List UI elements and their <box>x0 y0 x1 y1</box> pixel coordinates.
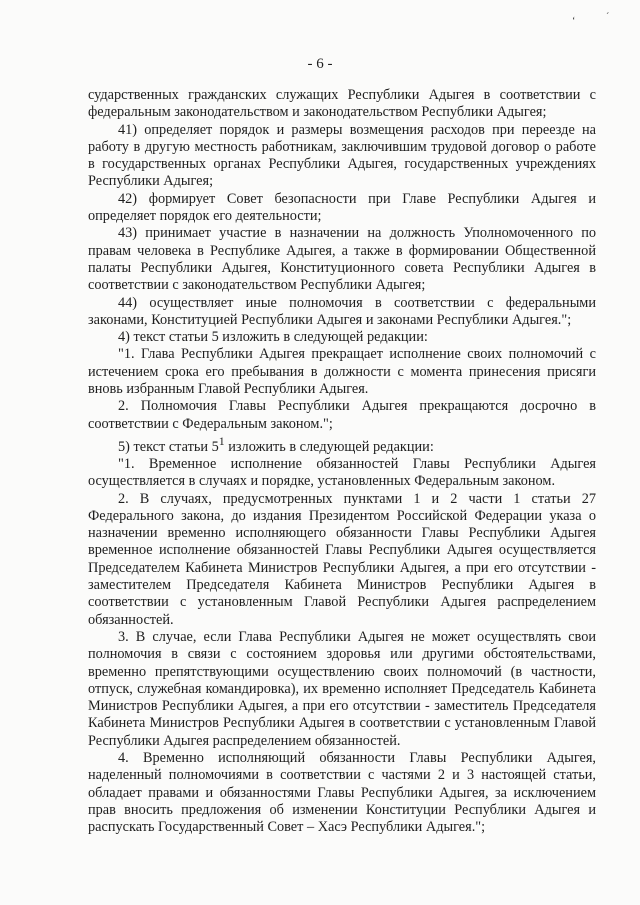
paragraph: 2. Полномочия Главы Республики Адыгея прекращаются досрочно в соответствии с Федеральным законом."; <box>88 398 596 432</box>
page-number: - 6 - <box>307 56 333 72</box>
paragraph: 2. В случаях, предусмотренных пунктами 1 и 2 части 1 статьи 27 Федерального закона, до издания Президентом Российской Федерации указа о назначении временно исполняющего обязанности Главы Республики Адыгея временное исполнение обязанностей Главы Республики Адыгея осуществляется Председателем Кабинета Министров Республики Адыгея, а при его отсутствии - заместителем Председателя Кабинета Министров Республики Адыгея в соответствии с установленным Главой Республики Адыгея распределением обязанностей. <box>88 490 596 628</box>
paragraph: "1. Временное исполнение обязанностей Главы Республики Адыгея осуществляется в случаях и порядке, установленных Федеральным законом. <box>88 456 596 490</box>
paragraph: 42) формирует Совет безопасности при Главе Республики Адыгея и определяет порядок его деятельности; <box>88 190 596 225</box>
paragraph: 43) принимает участие в назначении на должность Уполномоченного по правам человека в Республике Адыгея, а также в формировании Общественной палаты Республики Адыгея, Конституционного совета Республики Адыгея в соответствии с законодательством Республики Адыгея; <box>88 225 596 294</box>
paragraph: 41) определяет порядок и размеры возмещения расходов при переезде на работу в другую местность работникам, заключившим трудовой договор о работе в государственных органах Республики Адыгея, государственных учреждениях Республики Адыгея; <box>88 121 596 190</box>
paragraph: "1. Глава Республики Адыгея прекращает исполнение своих полномочий с истечением срока его пребывания в должности с момента принесения присяги вновь избранным Главой Республики Адыгея. <box>88 346 596 398</box>
paragraph: 3. В случае, если Глава Республики Адыгея не может осуществлять свои полномочия в связи с состоянием здоровья или другими обстоятельствами, временно препятствующими осуществлению своих полномочий (в частности, отпуск, служебная командировка), их временно исполняет Председатель Кабинета Министров Республики Адыгея, а при его отсутствии - заместитель Председателя Кабинета Министров Республики Адыгея в соответствии с установленным Главой Республики Адыгея распределением обязанностей. <box>88 628 596 749</box>
paragraph: 4) текст статьи 5 изложить в следующей редакции: <box>118 329 428 346</box>
paragraph <box>88 433 596 456</box>
scan-mark: ´ <box>606 12 610 23</box>
document-body <box>88 87 596 837</box>
paragraph-text: 5) текст статьи 5 <box>118 438 219 455</box>
paragraph: 4. Временно исполняющий обязанности Главы Республики Адыгея, наделенный полномочиями в соответствии с частями 2 и 3 настоящей статьи, обладает правами и обязанностями Главы Республики Адыгея, за исключением прав вносить предложения об изменении Конституции Республики Адыгея и распускать Государственный Совет – Хасэ Республики Адыгея."; <box>88 750 596 836</box>
paragraph: сударственных гражданских служащих Республики Адыгея в соответствии с федеральным законодательством и законодательством Республики Адыгея; <box>88 87 596 121</box>
paragraph: 44) осуществляет иные полномочия в соответствии с федеральными законами, Конституцией Республики Адыгея и законами Республики Адыгея."; <box>88 294 596 328</box>
paragraph-text: изложить в следующей редакции: <box>224 438 434 455</box>
superscript: 1 <box>218 433 225 448</box>
scan-mark: ʻ <box>572 16 576 27</box>
